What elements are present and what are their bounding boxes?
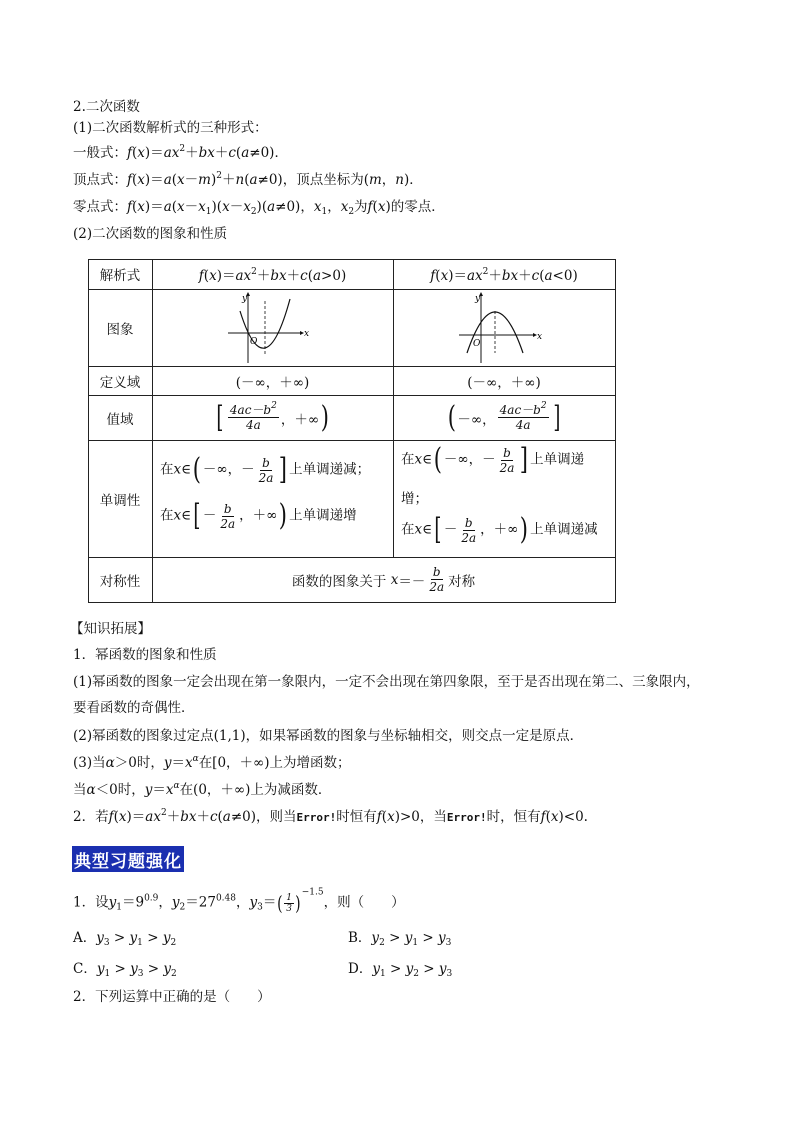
domain-a-positive: (－∞，＋∞) bbox=[235, 374, 310, 391]
general-form: 一般式：$f(x)=ax^2+bx+c(a\ne 0)$． bbox=[73, 144, 288, 161]
monotonic-left-decreasing: 在x∈( －∞，－ $\frac{b}{2a}$ ] 上单调递减； bbox=[160, 452, 371, 487]
vertex-form: 顶点式：$f(x)=a(x-m)^2+n(a\ne 0)$，顶点坐标为(m，n)． bbox=[73, 171, 423, 188]
monotonic-right-increasing: 在x∈( －∞，－ $\frac{b}{2a}$ ] 上单调递 bbox=[401, 442, 585, 477]
subheading-graph-properties: (2)二次函数的图象和性质 bbox=[73, 226, 228, 242]
domain-a-negative: (－∞，＋∞) bbox=[467, 374, 541, 391]
row-header-domain: 定义域 bbox=[99, 374, 141, 391]
knowledge-expansion-title: 【知识拓展】 bbox=[70, 621, 151, 637]
option-d[interactable]: D．$y_1 > y_2 > y_3$ bbox=[348, 961, 453, 979]
monotonic-left-increasing: 在x∈[ － $\frac{b}{2a}$ ，＋∞) 上单调递增 bbox=[160, 498, 357, 533]
svg-text:x: x bbox=[537, 331, 543, 342]
row-header-monotonicity: 单调性 bbox=[99, 492, 141, 509]
power-function-p4: 当α＜0时，$y=x^\alpha$在(0，＋∞)上为减函数． bbox=[73, 781, 332, 798]
row-header-symmetry: 对称性 bbox=[99, 573, 141, 590]
power-function-p1b: 要看函数的奇偶性． bbox=[73, 700, 195, 716]
power-function-p3: (3)当α＞0时，$y=x^\alpha$在[0，＋∞)上为增函数； bbox=[73, 754, 351, 771]
svg-text:x: x bbox=[303, 328, 309, 339]
symmetry-axis: 函数的图象关于 x ＝－ $\frac{b}{2a}$ 对称 bbox=[291, 565, 476, 594]
expression-a-negative: $f(x)=ax^2+bx+c(a<0)$ bbox=[430, 267, 578, 284]
row-header-expression: 解析式 bbox=[99, 268, 141, 284]
svg-text:y: y bbox=[241, 293, 247, 304]
monotonic-right-decreasing: 在x∈[ － $\frac{b}{2a}$ ，＋∞) 上单调递减 bbox=[401, 512, 598, 547]
svg-text:O: O bbox=[249, 336, 257, 347]
section-banner: 典型习题强化 bbox=[72, 846, 184, 872]
row-header-graph: 图象 bbox=[106, 321, 134, 338]
power-function-p1a: (1)幂函数的图象一定会出现在第一象限内，一定不会出现在第四象限，至于是否出现在第二、三象限内， bbox=[73, 674, 700, 690]
quadratic-sign-note: 2．若$f(x)=ax^2+bx+c(a\ne 0)$，则当Error!时恒有f(x)>0，当Error!时，恒有f(x)<0. bbox=[73, 808, 588, 825]
option-b[interactable]: B．$y_2 > y_1 > y_3$ bbox=[348, 930, 452, 948]
power-function-p2: (2)幂函数的图象过定点(1,1)，如果幂函数的图象与坐标轴相交，则交点一定是原点． bbox=[73, 728, 584, 744]
upward-parabola-icon bbox=[228, 291, 318, 365]
row-header-range: 值域 bbox=[106, 411, 134, 428]
subheading-forms: (1)二次函数解析式的三种形式： bbox=[73, 120, 268, 136]
quadratic-properties-table bbox=[88, 259, 616, 603]
question-1: 1．设$y_1=9^{0.9}$，$y_2=27^{0.48}$，$y_3=$( $\frac{1}{3}$ )$^{-1.5}$，则（ ） bbox=[73, 887, 405, 915]
range-a-positive: [ $\frac{4ac-b^2}{4a}$ ，＋∞ ) bbox=[216, 399, 330, 435]
monotonic-right-increasing-wrap: 增； bbox=[401, 491, 428, 507]
downward-parabola-icon bbox=[459, 291, 549, 365]
graph-upward-parabola bbox=[152, 289, 393, 366]
range-a-negative: ( －∞， $\frac{4ac-b^2}{4a}$ ] bbox=[447, 399, 560, 435]
svg-text:O: O bbox=[473, 338, 481, 349]
svg-text:y: y bbox=[475, 293, 481, 304]
graph-downward-parabola bbox=[393, 289, 615, 366]
heading-quadratic: 2.二次函数 bbox=[73, 99, 140, 115]
question-2: 2．下列运算中正确的是（ ） bbox=[73, 989, 271, 1005]
option-a[interactable]: A．$y_3 > y_1 > y_2$ bbox=[73, 930, 177, 948]
zero-form: 零点式：$f(x)=a(x-x_1)(x-x_2)(a\ne 0)$，$x_1$，$x_2$为f(x)的零点． bbox=[73, 199, 445, 217]
expression-a-positive: $f(x)=ax^2+bx+c(a>0)$ bbox=[198, 267, 347, 284]
power-function-title: 1．幂函数的图象和性质 bbox=[73, 647, 217, 663]
option-c[interactable]: C．$y_1 > y_3 > y_2$ bbox=[73, 961, 177, 979]
